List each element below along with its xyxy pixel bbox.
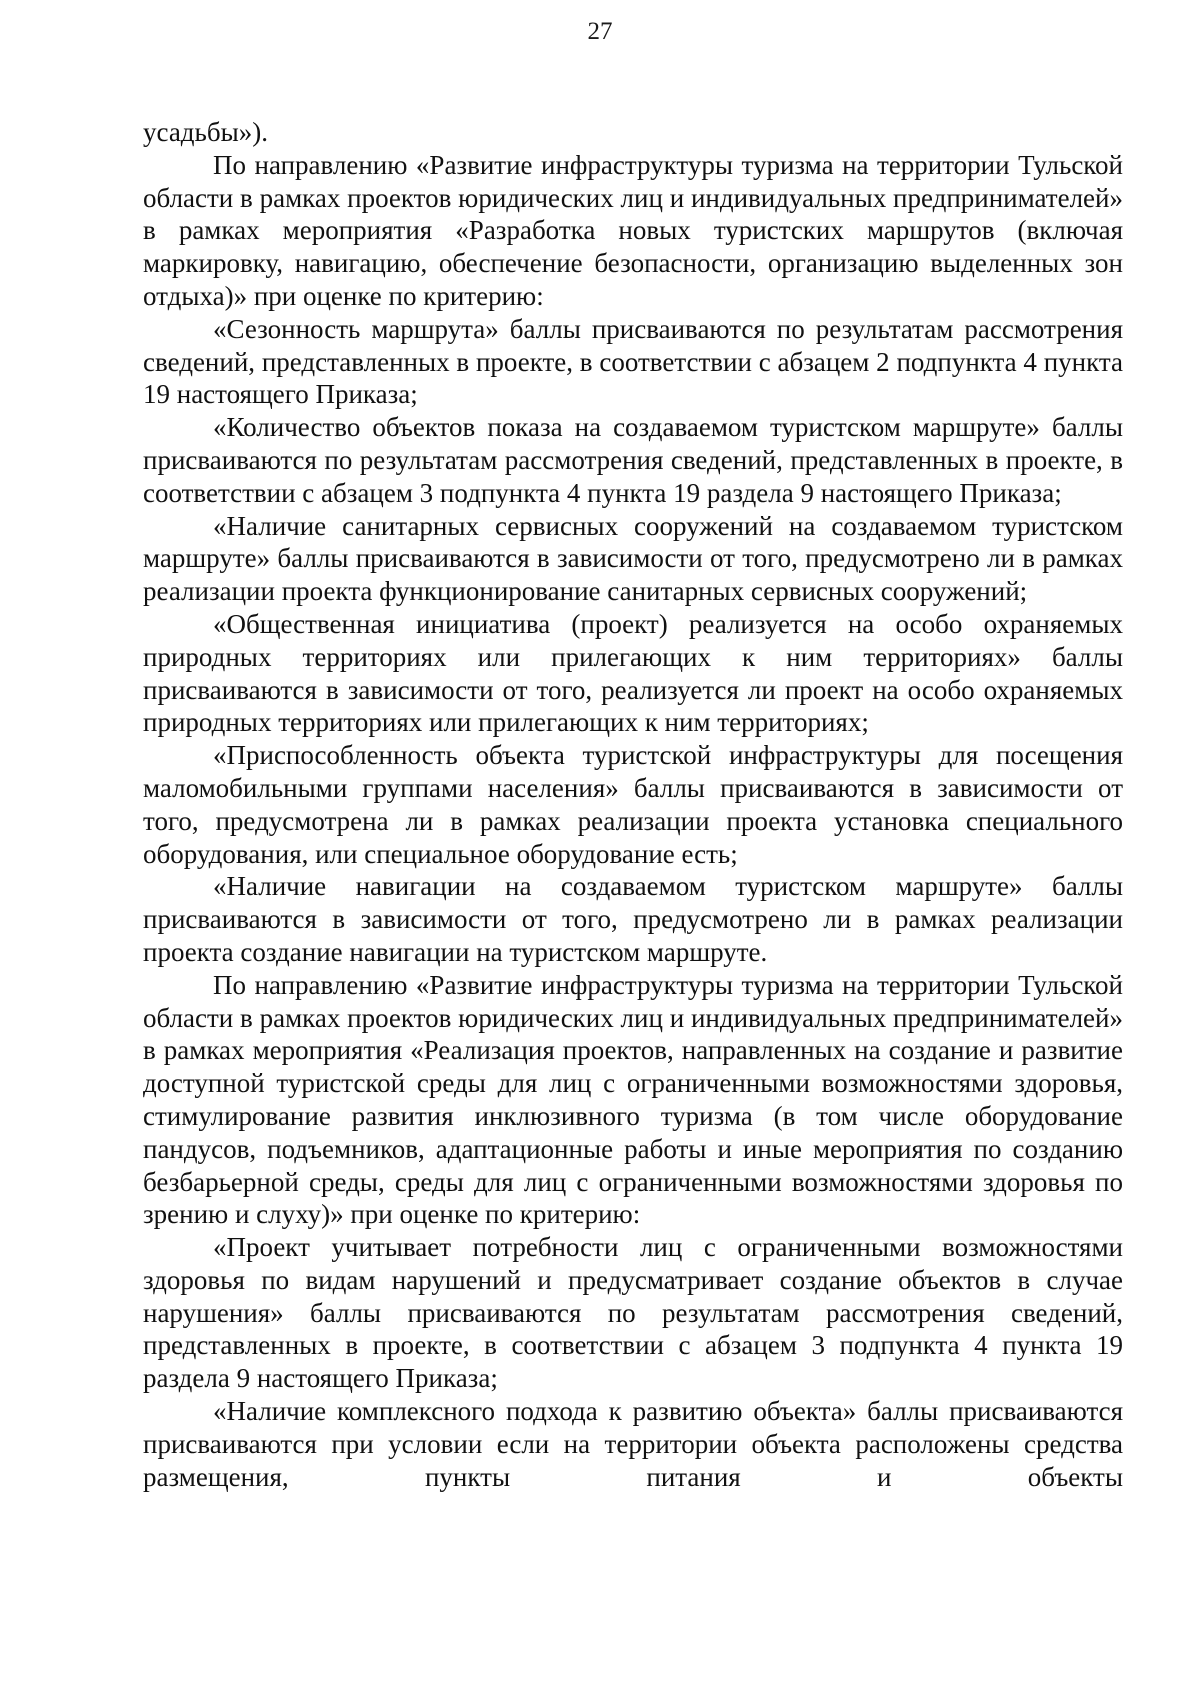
paragraph: «Сезонность маршрута» баллы присваиваются по результатам рассмотрения сведений, представленных в проекте, в соответствии с абзацем 2 подпункта 4 пункта 19 настоящего Приказа; (143, 313, 1123, 410)
paragraph: «Приспособленность объекта туристской инфраструктуры для посещения маломобильными группами населения» баллы присваиваются в зависимости от того, предусмотрена ли в рамках реализации проекта установка специального оборудования, или специальное оборудование есть; (143, 740, 1123, 869)
paragraph: По направлению «Развитие инфраструктуры туризма на территории Тульской области в рамках проектов юридических лиц и индивидуальных предпринимателей» в рамках мероприятия «Разработка новых туристских маршрутов (включая маркировку, навигацию, обеспечение безопасности, организацию выделенных зон отдыха)» при оценке по критерию: (143, 149, 1123, 311)
paragraph: «Наличие навигации на создаваемом туристском маршруте» баллы присваиваются в зависимости от того, предусмотрено ли в рамках реализации проекта создание навигации на туристском маршруте. (143, 871, 1123, 967)
paragraph: «Наличие санитарных сервисных сооружений на создаваемом туристском маршруте» баллы присваиваются в зависимости от того, предусмотрено ли в рамках реализации проекта функционирование санитарных сервисных сооружений; (143, 510, 1123, 607)
page-number: 27 (587, 18, 613, 45)
paragraph: По направлению «Развитие инфраструктуры туризма на территории Тульской области в рамках проектов юридических лиц и индивидуальных предпринимателей» в рамках мероприятия «Реализация проектов, направленных на создание и развитие доступной туристской среды для лиц с ограниченными возможностями здоровья, стимулирование развития инклюзивного туризма (в том числе оборудование пандусов, подъемников, адаптационные работы и иные мероприятия по созданию безбарьерной среды, среды для лиц с ограниченными возможностями здоровья по зрению и слуху)» при оценке по критерию: (143, 969, 1123, 1230)
document-body (143, 116, 1123, 1493)
paragraph: «Проект учитывает потребности лиц с ограниченными возможностями здоровья по видам нарушений и предусматривает создание объектов в случае нарушения» баллы присваиваются по результатам рассмотрения сведений, представленных в проекте, в соответствии с абзацем 3 подпункта 4 пункта 19 раздела 9 настоящего Приказа; (143, 1232, 1123, 1394)
paragraph: усадьбы»). (143, 117, 268, 147)
paragraph: «Наличие комплексного подхода к развитию объекта» баллы присваиваются присваиваются при условии если на территории объекта расположены средства размещения, пункты питания и объекты (143, 1396, 1123, 1492)
paragraph: «Количество объектов показа на создаваемом туристском маршруте» баллы присваиваются по результатам рассмотрения сведений, представленных в проекте, в соответствии с абзацем 3 подпункта 4 пункта 19 раздела 9 настоящего Приказа; (143, 412, 1123, 508)
paragraph: «Общественная инициатива (проект) реализуется на особо охраняемых природных территориях или прилегающих к ним территориях» баллы присваиваются в зависимости от того, реализуется ли проект на особо охраняемых природных территориях или прилегающих к ним территориях; (143, 608, 1123, 738)
